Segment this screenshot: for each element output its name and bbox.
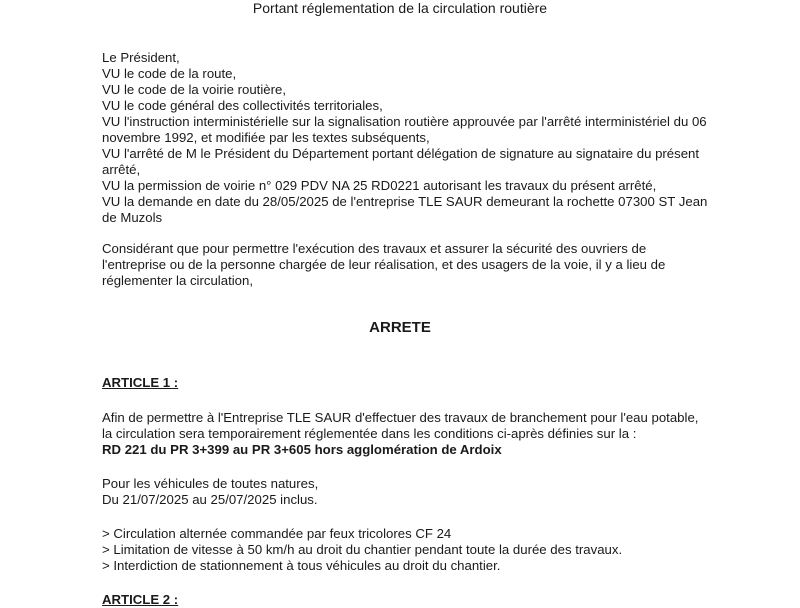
article-1-measures xyxy=(102,526,712,574)
article-1-intro-line: la circulation sera temporairement réglementée dans les conditions ci-après définies sur la : xyxy=(102,426,637,441)
arrete-heading: ARRETE xyxy=(369,319,431,336)
preamble-line: de Muzols xyxy=(102,210,163,225)
considerant xyxy=(102,241,712,289)
preamble-line: VU le code de la voirie routière, xyxy=(102,82,286,97)
measure-item: > Circulation alternée commandée par feux tricolores CF 24 xyxy=(102,526,452,541)
measure-item: > Limitation de vitesse à 50 km/h au droit du chantier pendant toute la durée des travaux. xyxy=(102,542,623,557)
preamble-line: Le Président, xyxy=(102,50,180,65)
document-subtitle: Portant réglementation de la circulation routière xyxy=(252,0,548,16)
preamble-line: arrêté, xyxy=(102,162,141,177)
preamble-line: VU le code général des collectivités territoriales, xyxy=(102,98,383,113)
preamble-line: VU la demande en date du 28/05/2025 de l'entreprise TLE SAUR demeurant la rochette 07300 ST Jean xyxy=(102,194,708,209)
article-1-intro-line: Afin de permettre à l'Entreprise TLE SAUR d'effectuer des travaux de branchement pour l'eau potable, xyxy=(102,410,699,425)
article-2-title: ARTICLE 2 : xyxy=(102,592,179,607)
article-1-title: ARTICLE 1 : xyxy=(102,375,179,390)
considerant-line: Considérant que pour permettre l'exécution des travaux et assurer la sécurité des ouvriers de xyxy=(102,241,647,256)
preamble xyxy=(102,50,712,226)
article-1-body xyxy=(102,410,712,458)
considerant-line: l'entreprise ou de la personne chargée de leur réalisation, et des usagers de la voie, il y a lieu de xyxy=(102,257,666,272)
article-1-scope xyxy=(102,476,712,508)
preamble-line: novembre 1992, et modifiée par les textes subséquents, xyxy=(102,130,430,145)
preamble-line: VU la permission de voirie n° 029 PDV NA 25 RD0221 autorisant les travaux du présent arrêté, xyxy=(102,178,657,193)
measure-item: > Interdiction de stationnement à tous véhicules au droit du chantier. xyxy=(102,558,501,573)
preamble-line: VU l'arrêté de M le Président du Département portant délégation de signature au signataire du présent xyxy=(102,146,700,161)
preamble-line: VU le code de la route, xyxy=(102,66,237,81)
article-1-dates: Du 21/07/2025 au 25/07/2025 inclus. xyxy=(102,492,318,507)
article-1-location: RD 221 du PR 3+399 au PR 3+605 hors agglomération de Ardoix xyxy=(102,442,502,457)
article-1-vehicles: Pour les véhicules de toutes natures, xyxy=(102,476,319,491)
considerant-line: réglementer la circulation, xyxy=(102,273,253,288)
preamble-line: VU l'instruction interministérielle sur la signalisation routière approuvée par l'arrêté interministériel du 06 xyxy=(102,114,707,129)
